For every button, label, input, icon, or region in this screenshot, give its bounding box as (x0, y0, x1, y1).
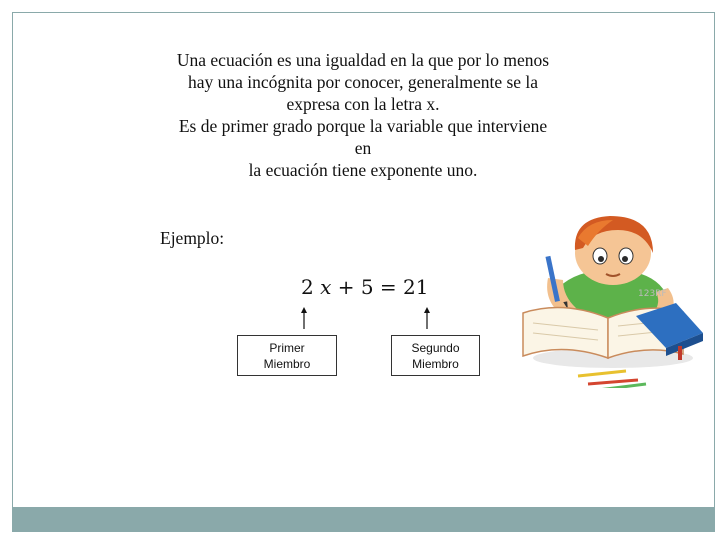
first-member-box (237, 335, 337, 376)
student-studying-illustration (518, 208, 703, 388)
equation-variable: x (320, 275, 332, 299)
footer-bar (13, 507, 714, 531)
example-label: Ejemplo: (160, 228, 225, 248)
intro-line: Es de primer grado porque la variable que interviene en (178, 116, 548, 158)
intro-line: Una ecuación es una igualdad en la que por lo menos (176, 50, 550, 70)
first-member-line2: Miembro (263, 356, 311, 371)
intro-text (173, 49, 553, 181)
equation (301, 275, 429, 299)
first-member-line1: Primer (269, 340, 305, 355)
second-member-box (391, 335, 480, 376)
intro-line: hay una incógnita por conocer, generalmente se la (187, 72, 539, 92)
equation-coefficient: 2 (301, 275, 314, 299)
equation-rest: + 5 = 21 (331, 275, 429, 299)
intro-line: la ecuación tiene exponente uno. (248, 160, 478, 180)
second-member-line1: Segundo (411, 340, 460, 355)
up-arrow-icon (422, 307, 432, 329)
intro-line: expresa con la letra x. (286, 94, 440, 114)
up-arrow-icon (299, 307, 309, 329)
second-member-line2: Miembro (412, 356, 459, 371)
watermark-text: 123RF (638, 289, 667, 299)
slide (12, 12, 715, 532)
